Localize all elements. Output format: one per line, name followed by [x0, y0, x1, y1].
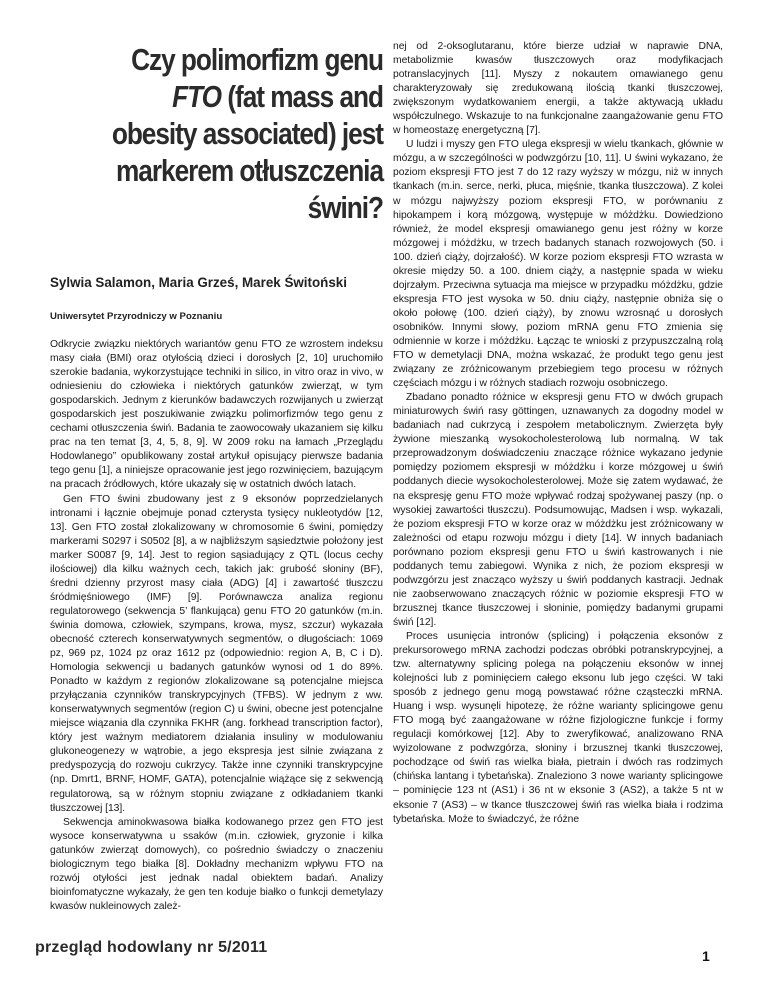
left-column: [50, 32, 383, 914]
paragraph: Odkrycie związku niektórych wariantów genu FTO ze wzrostem indeksu masy ciała (BMI) oraz otyłością dzieci i dorosłych [2, 10] uruchomiło szerokie badania, wykorzystujące techniki in silico, in vitro oraz in vivo, w odniesieniu do człowieka i niektórych gatunków zwierząt, w tym gospodarskich. Jednym z kierunków badawczych rozwijanych u zwierząt gospodarskich jest poszukiwanie związku polimorfizmów tego genu z cechami otłuszczenia świń. Badania te zaowocowały ukazaniem się kilku prac na ten temat [3, 4, 5, 8, 9]. W 2009 roku na łamach „Przeglądu Hodowlanego” opublikowany został artykuł opisujący pierwsze badania tego genu [1], a niniejsze opracowanie jest jego rozwinięciem, bazującym na pracach źródłowych, które ukazały się w ostatnich dwóch latach.: [50, 339, 383, 491]
title-part2: (fat mass and obesity associated) jest markerem otłuszczenia świni?: [111, 80, 384, 225]
paragraph: Zbadano ponadto różnice w ekspresji genu FTO w dwóch grupach miniaturowych świń rasy göttingen, uznawanych za dogodny model w badaniach nad cukrzycą i zespołem metabolicznym. Zwierzęta były żywione mieszanką wysokocholesterolową lub normalną. W tak przeprowadzonym doświadczeniu znaczące różnice wykazano jedynie pomiędzy poziomem ekspresji w móżdżku i korze mózgowej u świń poddanych diecie wysokocholesterolowej. Może się zatem wydawać, że na ekspresję genu FTO może wpływać rodzaj spożywanej paszy (np. o wysokiej zawartości tłuszczu). Podsumowując, Madsen i wsp. wykazali, że poziom ekspresji FTO w korze oraz w móżdżku jest zróżnicowany w zależności od etapu rozwoju mózgu i diety [14]. W innych badaniach porównano poziom ekspresji genu FTO u świń kastrowanych i nie poddanych temu zabiegowi. Wynika z nich, że poziom ekspresji w podwzgórzu jest znacząco wyższy u świń poddanych kastracji. Jednak nie zaobserwowano znaczących różnic w poziomie ekspresji FTO w brzusznej tkance tłuszczowej i słoninie, pomiędzy badanymi grupami świń [12].: [393, 392, 723, 628]
left-body-text: [50, 338, 383, 914]
authors: Sylwia Salamon, Maria Grześ, Marek Świtoński: [50, 275, 347, 290]
paragraph: nej od 2-oksoglutaranu, które bierze udział w naprawie DNA, metabolizmie kwasów tłuszczowych oraz modyfikacjach potranslacyjnych [11]. Myszy z nokautem omawianego genu charakteryzowały się zredukowaną ilością tkanki tłuszczowej, zwiększonym wydatkowaniem energii, a także aktywacją układu współczulnego. Wskazuje to na funkcjonalne zaangażowanie genu FTO w homeostazę energetyczną [7].: [393, 41, 723, 137]
journal-footer: przegląd hodowlany nr 5/2011: [35, 939, 268, 956]
right-body-text: [393, 40, 723, 827]
paragraph: U ludzi i myszy gen FTO ulega ekspresji w wielu tkankach, głównie w mózgu, a w szczególności w podwzgórzu [10, 11]. U świni wykazano, że poziom ekspresji FTO jest 7 do 12 razy wyższy w mózgu, niż w innych tkankach (m.in. serce, nerki, płuca, mięśnie, tkanka tłuszczowa). Z kolei w mózgu najwyższy poziom ekspresji FTO, w porównaniu z hipokampem i korą mózgową, występuje w móżdżku. Dowiedziono również, że model ekspresji omawianego genu jest różny w korze mózgowej i móżdżku, w trzech badanych stanach rozwojowych (50. i 100. dzień ciąży, dojrzałość). W korze poziom ekspresji FTO wzrasta w okresie między 50. a 100. dniem ciąży, a następnie spada w wieku dojrzałym. Przeciwna sytuacja ma miejsce w przypadku móżdżku, gdzie ekspresja FTO jest wysoka w 50. dniu ciąży, następnie obniża się o około połowę (100. dzień ciąży), by znowu wzrosnąć u dorosłych osobników. Innymi słowy, poziom mRNA genu FTO zmienia się odmiennie w korze i móżdżku. Łącząc te wnioski z przypuszczalną rolą FTO w demetylacji DNA, można wskazać, że produkt tego genu jest związany ze zróżnicowanym przebiegiem tego procesu w różnych częściach mózgu i w różnych stadiach rozwoju osobniczego.: [393, 139, 723, 390]
title-gene-name: FTO: [172, 80, 222, 114]
right-column: [393, 40, 723, 827]
article-title: [97, 42, 383, 227]
paragraph: Gen FTO świni zbudowany jest z 9 eksonów poprzedzielanych intronami i łącznie obejmuje ponad czterysta tysięcy nukleotydów [12, 13]. Gen FTO został zlokalizowany w chromosomie 6 świni, pomiędzy markerami S0297 i S0502 [8], a w najbliższym sąsiedztwie położony jest marker S0087 [9, 14]. Jest to region sąsiadujący z QTL (locus cechy ilościowej) dla kilku ważnych cech, takich jak: grubość słoniny (BF), średni dzienny przyrost masy ciała (ADG) [4] i zawartość tłuszczu śródmięśniowego (IMF) [9]. Porównawcza analiza regionu regulatorowego (sekwencja 5’ flankująca) genu FTO 20 gatunków (m.in. świnia domowa, człowiek, szympans, krowa, mysz, szczur) wykazała obecność czterech konserwatywnych segmentów, o długościach: 1069 pz, 969 pz, 1024 pz oraz 1612 pz (odpowiednio: region A, B, C i D). Homologia sekwencji u badanych gatunków wynosi od 1 do 89%. Ponadto w każdym z regionów zlokalizowane są potencjalne miejsca przyłączania czynników transkrypcyjnych (TFBS). W jednym z ww. konserwatywnych segmentów (region C) u świni, obecne jest potencjalne miejsce wiązania dla czynnika FKHR (ang. forkhead transcription factor), który jest ważnym mediatorem działania insuliny w modulowaniu glukoneogenezy w wątrobie, a jego ekspresja jest silnie związana z predyspozycją do rozwoju cukrzycy. Także inne czynniki transkrypcyjne (np. Dmrt1, BRNF, HOMF, GATA), potencjalnie wiążące się z sekwencją regulatorową, są w różnym stopniu związane z odkładaniem tkanki tłuszczowej [13].: [50, 493, 383, 814]
paragraph: Proces usunięcia intronów (splicing) i połączenia eksonów z prekursorowego mRNA zachodzi podczas obróbki potranskrypcyjnej, a tzw. alternatywny splicing polega na połączeniu eksonów w innej kolejności lub z pominięciem całego eksonu lub jego części. W taki sposób z jednego genu mogą powstawać różne cząsteczki mRNA. Huang i wsp. wysunęli hipotezę, że różne warianty splicingowe genu FTO mogą być zaangażowane w różne fizjologiczne funkcje i formy regulacji komórkowej [12]. Aby to zweryfikować, analizowano RNA wyizolowane z podwzgórza, słoniny i brzusznej tkanki tłuszczowej, pochodzące od świń ras wielka biała, pietrain i dwóch ras rodzimych (chińska lantang i tybetańska). Znaleziono 3 nowe warianty splicingowe – pominięcie 123 nt (AS1) i 36 nt w eksonie 3 (AS2), a także 5 nt w eksonie 7 (AS3) – w tkance tłuszczowej świń ras wielka biała i rodzima tybetańska. Może to świadczyć, że różne: [393, 630, 723, 825]
paragraph: Sekwencja aminokwasowa białka kodowanego przez gen FTO jest wysoce konserwatywna u ssaków (m.in. człowiek, gryzonie i kilka gatunków zwierząt domowych), co pośrednio świadczy o znaczeniu biologicznym tego białka [8]. Dokładny mechanizm wpływu FTO na rozwój otyłości jest jednak nadal obiektem badań. Analizy bioinfomatyczne wykazały, że gen ten koduje białko o funkcji demetylazy kwasów nukleinowych zależ-: [50, 816, 383, 912]
title-part1: Czy polimorfizm genu: [131, 43, 383, 77]
page-number: 1: [702, 948, 710, 964]
affiliation: Uniwersytet Przyrodniczy w Poznaniu: [50, 311, 223, 322]
